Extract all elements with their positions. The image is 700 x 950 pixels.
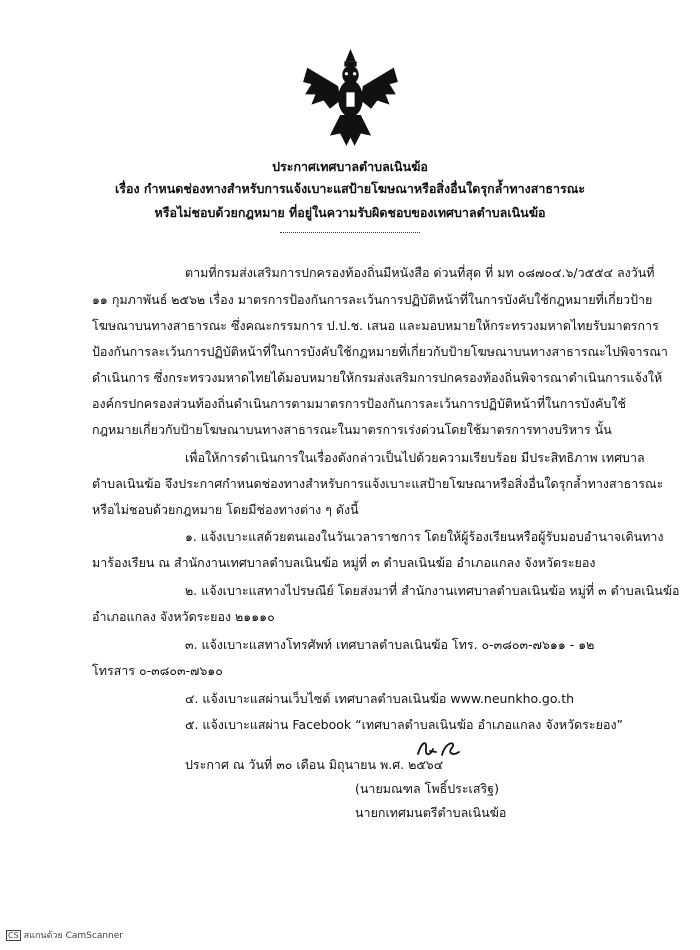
- paragraph-1-line: องค์กรปกครองส่วนท้องถิ่นดำเนินการตามมาตรการป้องกันการละเว้นการปฏิบัติหน้าที่ในการบังคับใช้: [92, 396, 626, 411]
- paragraph-1-line: ดำเนินการ ซึ่งกระทรวงมหาดไทยได้มอบหมายให้กรมส่งเสริมการปกครองท้องถิ่นพิจารณาดำเนินการแจ้งให้: [92, 370, 663, 385]
- announcement-date: ประกาศ ณ วันที่ ๓๐ เดือน มิถุนายน พ.ศ. ๒๕๖๔: [185, 757, 444, 772]
- subject-line-2: หรือไม่ชอบด้วยกฎหมาย ที่อยู่ในความรับผิดชอบของเทศบาลตำบลเนินฆ้อ: [154, 205, 546, 220]
- paragraph-1-line: ป้องกันการละเว้นการปฏิบัติหน้าที่ในการบังคับใช้กฎหมายที่เกี่ยวกับป้ายโฆษณาบนทางสาธารณะไปพิจารณา: [92, 344, 668, 359]
- scanner-watermark: [6, 930, 123, 942]
- scanner-watermark-text: สแกนด้วย CamScanner: [23, 931, 123, 941]
- garuda-emblem-icon: [299, 47, 402, 150]
- channel-item-1: ๑. แจ้งเบาะแสด้วยตนเองในวันเวลาราชการ โดยให้ผู้ร้องเรียนหรือผู้รับมอบอำนาจเดินทาง: [185, 529, 664, 544]
- dotted-divider: [280, 232, 420, 233]
- paragraph-1-line: ๑๑ กุมภาพันธ์ ๒๕๖๒ เรื่อง มาตรการป้องกันการละเว้นการปฏิบัติหน้าที่ในการบังคับใช้กฎหมายที่เกี่ยวป้าย: [92, 292, 653, 307]
- subject-line-1: เรื่อง กำหนดช่องทางสำหรับการแจ้งเบาะแสป้ายโฆษณาหรือสิ่งอื่นใดรุกล้ำทางสาธารณะ: [114, 181, 586, 196]
- channel-item-5: ๕. แจ้งเบาะแสผ่าน Facebook “เทศบาลตำบลเนินฆ้อ อำเภอแกลง จังหวัดระยอง”: [185, 717, 624, 732]
- paragraph-2-line: ตำบลเนินฆ้อ จึงประกาศกำหนดช่องทางสำหรับการแจ้งเบาะแสป้ายโฆษณาหรือสิ่งอื่นใดรุกล้ำทางสาธารณะ: [92, 476, 664, 491]
- channel-item-3: ๓. แจ้งเบาะแสทางโทรศัพท์ เทศบาลตำบลเนินฆ้อ โทร. ๐-๓๘๐๓-๗๖๑๑ - ๑๒: [185, 637, 595, 652]
- channel-item-4: ๔. แจ้งเบาะแสผ่านเว็บไซต์ เทศบาลตำบลเนินฆ้อ www.neunkho.go.th: [185, 691, 575, 706]
- signer-position: นายกเทศมนตรีตำบลเนินฆ้อ: [355, 805, 507, 820]
- channel-item-1-cont: มาร้องเรียน ณ สำนักงานเทศบาลตำบลเนินฆ้อ หมู่ที่ ๓ ตำบลเนินฆ้อ อำเภอแกลง จังหวัดระยอง: [92, 555, 596, 570]
- paragraph-2-line: หรือไม่ชอบด้วยกฎหมาย โดยมีช่องทางต่าง ๆ ดังนี้: [92, 502, 359, 517]
- channel-item-2-cont: อำเภอแกลง จังหวัดระยอง ๒๑๑๑๐: [92, 609, 275, 624]
- paragraph-1-line: โฆษณาบนทางสาธารณะ ซึ่งคณะกรรมการ ป.ป.ช. เสนอ และมอบหมายให้กระทรวงมหาดไทยรับมาตรการ: [92, 318, 659, 333]
- paragraph-1-line: กฎหมายเกี่ยวกับป้ายโฆษณาบนทางสาธารณะในมาตรการเร่งด่วนโดยใช้มาตรการทางบริหาร นั้น: [92, 422, 612, 437]
- handwritten-signature: [415, 737, 461, 761]
- channel-item-2: ๒. แจ้งเบาะแสทางไปรษณีย์ โดยส่งมาที่ สำนักงานเทศบาลตำบลเนินฆ้อ หมู่ที่ ๓ ตำบลเนินฆ้อ: [185, 583, 680, 598]
- paragraph-2-line: เพื่อให้การดำเนินการในเรื่องดังกล่าวเป็นไปด้วยความเรียบร้อย มีประสิทธิภาพ เทศบาล: [185, 450, 645, 465]
- signer-name: (นายมณฑล โพธิ์ประเสริฐ): [355, 781, 499, 796]
- channel-item-3-cont: โทรสาร ๐-๓๘๐๓-๗๖๑๐: [92, 663, 223, 678]
- paragraph-1-line: ตามที่กรมส่งเสริมการปกครองท้องถิ่นมีหนังสือ ด่วนที่สุด ที่ มท ๐๘๗๐๔.๖/ว๕๕๔ ลงวันที่: [185, 265, 655, 280]
- announcement-title: ประกาศเทศบาลตำบลเนินฆ้อ: [272, 159, 428, 174]
- camscanner-icon: CS: [8, 931, 19, 940]
